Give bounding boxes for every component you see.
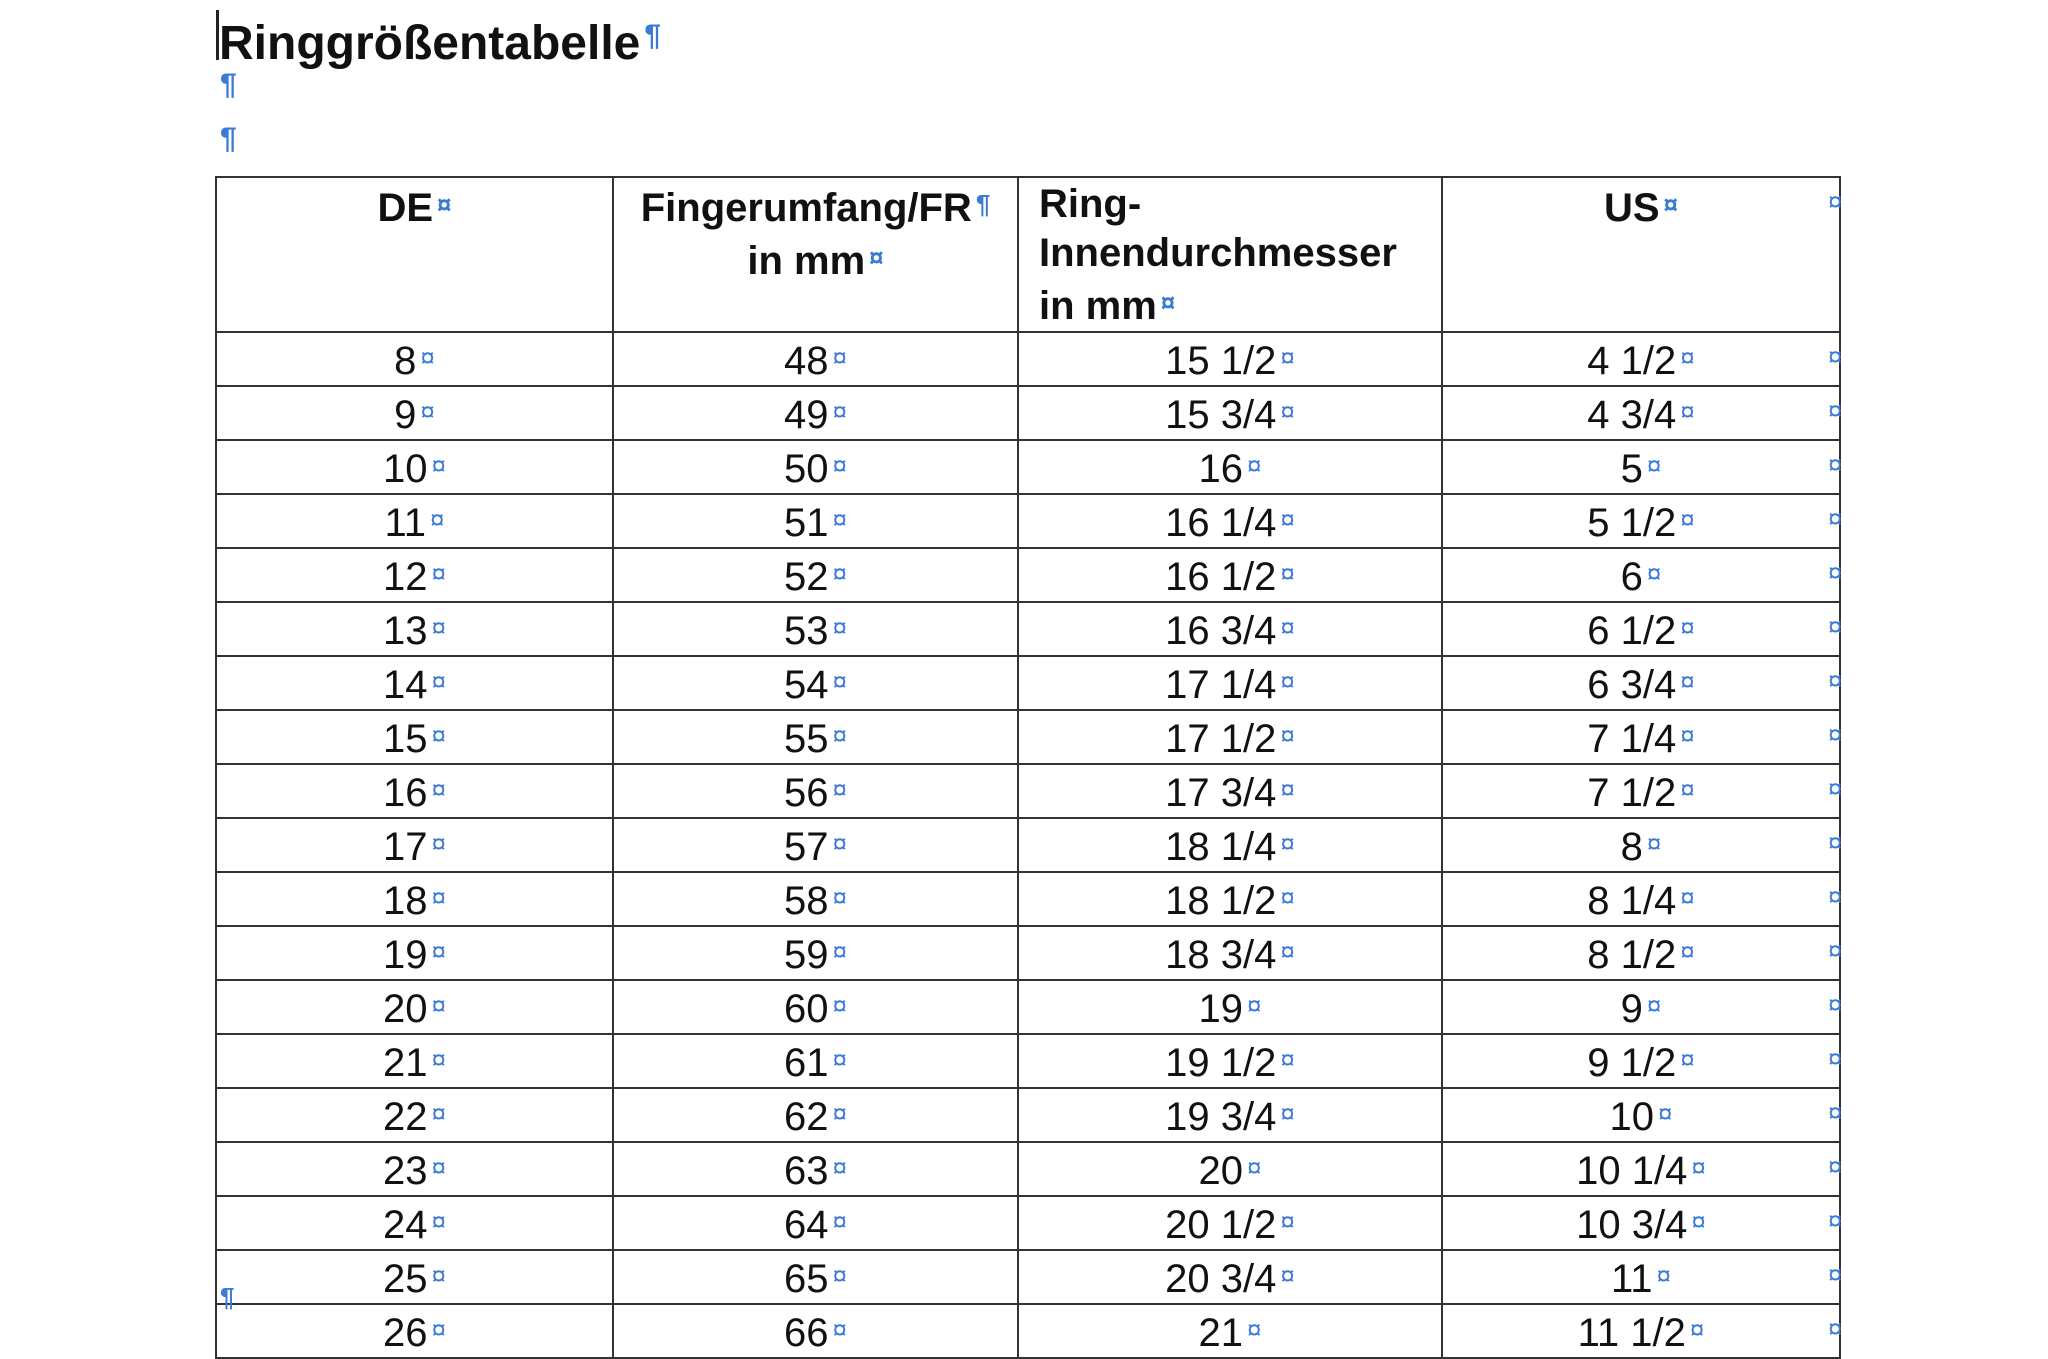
cell-end-mark-icon: ¤ bbox=[1247, 990, 1262, 1020]
cell-value-fr: 64 bbox=[784, 1203, 829, 1247]
table-cell-fr[interactable] bbox=[613, 1250, 1018, 1304]
cell-end-mark-icon: ¤ bbox=[431, 1098, 446, 1128]
cell-value-fr: 49 bbox=[784, 393, 829, 437]
table-row bbox=[216, 386, 1840, 440]
table-cell-de[interactable] bbox=[216, 1034, 613, 1088]
table-cell-us[interactable] bbox=[1442, 494, 1843, 548]
cell-value-inner: 17 1/4 bbox=[1165, 663, 1277, 707]
cell-end-mark-icon: ¤ bbox=[832, 1206, 847, 1236]
row-end-mark-icon: ¤ bbox=[1828, 989, 1843, 1019]
row-end-mark-icon: ¤ bbox=[1828, 719, 1843, 749]
row-end-mark-icon: ¤ bbox=[1828, 1259, 1843, 1289]
paragraph-mark-icon: ¶ bbox=[644, 19, 662, 52]
cell-end-mark-icon: ¤ bbox=[1680, 342, 1695, 372]
cell-end-mark-icon: ¤ bbox=[1280, 1044, 1295, 1074]
cell-value-us: 10 3/4 bbox=[1576, 1203, 1688, 1247]
cell-value-fr: 63 bbox=[784, 1149, 829, 1193]
cell-end-mark-icon: ¤ bbox=[1691, 1206, 1706, 1236]
cell-end-mark-icon: ¤ bbox=[431, 828, 446, 858]
table-cell-us[interactable] bbox=[1442, 656, 1843, 710]
table-row bbox=[216, 764, 1840, 818]
table-cell-de[interactable] bbox=[216, 1304, 613, 1358]
table-row bbox=[216, 872, 1840, 926]
cell-value-de: 22 bbox=[383, 1095, 428, 1139]
table-cell-us[interactable] bbox=[1442, 872, 1843, 926]
table-cell-inner[interactable] bbox=[1018, 1196, 1442, 1250]
cell-value-us: 7 1/2 bbox=[1587, 771, 1677, 815]
title-text: Ringgrößentabelle bbox=[219, 17, 641, 70]
cell-end-mark-icon: ¤ bbox=[1680, 882, 1695, 912]
cell-value-de: 24 bbox=[383, 1203, 428, 1247]
header-cell-de[interactable] bbox=[216, 177, 613, 332]
paragraph-mark-icon[interactable]: ¶ bbox=[220, 122, 237, 155]
table-cell-inner[interactable] bbox=[1018, 656, 1442, 710]
cell-value-inner: 20 3/4 bbox=[1165, 1257, 1277, 1301]
table-header-row bbox=[216, 177, 1840, 332]
cell-end-mark-icon: ¤ bbox=[832, 774, 847, 804]
cell-value-de: 15 bbox=[383, 717, 428, 761]
row-end-mark-icon: ¤ bbox=[1828, 341, 1843, 371]
cell-end-mark-icon: ¤ bbox=[1680, 666, 1695, 696]
header-cell-inner-diameter[interactable] bbox=[1018, 177, 1442, 332]
cell-value-fr: 65 bbox=[784, 1257, 829, 1301]
cell-end-mark-icon: ¤ bbox=[431, 666, 446, 696]
row-end-mark-icon: ¤ bbox=[1828, 186, 1843, 216]
cell-end-mark-icon: ¤ bbox=[430, 504, 445, 534]
cell-value-inner: 17 1/2 bbox=[1165, 717, 1277, 761]
cell-end-mark-icon: ¤ bbox=[832, 1260, 847, 1290]
cell-value-inner: 16 1/4 bbox=[1165, 501, 1277, 545]
table-cell-inner[interactable] bbox=[1018, 764, 1442, 818]
cell-value-de: 18 bbox=[383, 879, 428, 923]
cell-end-mark-icon: ¤ bbox=[869, 242, 884, 272]
cell-value-de: 14 bbox=[383, 663, 428, 707]
header-inner-label-line3: in mm bbox=[1039, 284, 1157, 328]
table-cell-de[interactable] bbox=[216, 332, 613, 386]
cell-value-inner: 20 1/2 bbox=[1165, 1203, 1277, 1247]
header-cell-us[interactable] bbox=[1442, 177, 1843, 332]
cell-end-mark-icon: ¤ bbox=[1691, 1152, 1706, 1182]
paragraph-mark-icon: ¶ bbox=[975, 189, 991, 219]
cell-end-mark-icon: ¤ bbox=[1280, 342, 1295, 372]
cell-value-us: 6 bbox=[1620, 555, 1643, 599]
cell-value-us: 4 1/2 bbox=[1587, 339, 1677, 383]
cell-value-fr: 51 bbox=[784, 501, 829, 545]
cell-end-mark-icon: ¤ bbox=[1280, 882, 1295, 912]
table-cell-fr[interactable] bbox=[613, 818, 1018, 872]
cell-value-de: 26 bbox=[383, 1311, 428, 1355]
table-cell-fr[interactable] bbox=[613, 440, 1018, 494]
table-cell-de[interactable] bbox=[216, 1142, 613, 1196]
cell-end-mark-icon: ¤ bbox=[832, 558, 847, 588]
cell-end-mark-icon: ¤ bbox=[1280, 396, 1295, 426]
table-cell-inner[interactable] bbox=[1018, 332, 1442, 386]
table-row bbox=[216, 602, 1840, 656]
cell-value-fr: 56 bbox=[784, 771, 829, 815]
table-cell-us[interactable] bbox=[1442, 818, 1843, 872]
table-cell-de[interactable] bbox=[216, 1196, 613, 1250]
cell-value-de: 19 bbox=[383, 933, 428, 977]
row-end-mark-icon: ¤ bbox=[1828, 1043, 1843, 1073]
cell-end-mark-icon: ¤ bbox=[1680, 612, 1695, 642]
cell-value-fr: 50 bbox=[784, 447, 829, 491]
cell-end-mark-icon: ¤ bbox=[1280, 1260, 1295, 1290]
cell-end-mark-icon: ¤ bbox=[1646, 558, 1662, 588]
cell-end-mark-icon: ¤ bbox=[1280, 666, 1295, 696]
table-cell-de[interactable] bbox=[216, 710, 613, 764]
cell-value-fr: 54 bbox=[784, 663, 829, 707]
paragraph-mark-icon[interactable]: ¶ bbox=[220, 1282, 235, 1312]
cell-value-us: 11 1/2 bbox=[1577, 1311, 1686, 1355]
table-row bbox=[216, 1034, 1840, 1088]
table-cell-de[interactable] bbox=[216, 926, 613, 980]
cell-end-mark-icon: ¤ bbox=[431, 1206, 446, 1236]
cell-value-fr: 58 bbox=[784, 879, 829, 923]
cell-end-mark-icon: ¤ bbox=[431, 450, 446, 480]
table-cell-fr[interactable] bbox=[613, 1034, 1018, 1088]
cell-value-us: 10 1/4 bbox=[1576, 1149, 1688, 1193]
cell-value-inner: 17 3/4 bbox=[1165, 771, 1277, 815]
cell-value-inner: 20 bbox=[1198, 1149, 1244, 1193]
table-cell-de[interactable] bbox=[216, 386, 613, 440]
table-cell-inner[interactable] bbox=[1018, 818, 1442, 872]
cell-end-mark-icon: ¤ bbox=[1280, 1098, 1295, 1128]
cell-end-mark-icon: ¤ bbox=[832, 666, 847, 696]
table-cell-fr[interactable] bbox=[613, 494, 1018, 548]
header-fr-label-line2: in mm bbox=[747, 239, 866, 283]
table-row bbox=[216, 710, 1840, 764]
table-row bbox=[216, 818, 1840, 872]
table-cell-fr[interactable] bbox=[613, 548, 1018, 602]
cell-end-mark-icon: ¤ bbox=[437, 189, 452, 219]
cell-value-inner: 21 bbox=[1198, 1311, 1244, 1355]
table-cell-fr[interactable] bbox=[613, 1088, 1018, 1142]
cell-end-mark-icon: ¤ bbox=[1689, 1314, 1705, 1344]
cell-value-fr: 52 bbox=[784, 555, 829, 599]
table-cell-us[interactable] bbox=[1442, 1304, 1843, 1358]
cell-end-mark-icon: ¤ bbox=[1646, 990, 1662, 1020]
table-cell-us[interactable] bbox=[1442, 1034, 1843, 1088]
table-cell-de[interactable] bbox=[216, 980, 613, 1034]
table-cell-us[interactable] bbox=[1442, 764, 1843, 818]
table-cell-de[interactable] bbox=[216, 494, 613, 548]
cell-end-mark-icon: ¤ bbox=[1680, 936, 1695, 966]
table-cell-fr[interactable] bbox=[613, 386, 1018, 440]
cell-end-mark-icon: ¤ bbox=[1280, 558, 1295, 588]
cell-value-inner: 18 3/4 bbox=[1165, 933, 1277, 977]
cell-value-inner: 16 bbox=[1198, 447, 1244, 491]
cell-end-mark-icon: ¤ bbox=[1160, 287, 1176, 317]
table-cell-inner[interactable] bbox=[1018, 872, 1442, 926]
cell-end-mark-icon: ¤ bbox=[1280, 720, 1295, 750]
cell-end-mark-icon: ¤ bbox=[420, 396, 435, 426]
cell-end-mark-icon: ¤ bbox=[431, 1044, 446, 1074]
cell-end-mark-icon: ¤ bbox=[832, 1152, 847, 1182]
table-cell-de[interactable] bbox=[216, 1250, 613, 1304]
row-end-mark-icon: ¤ bbox=[1828, 827, 1843, 857]
cell-end-mark-icon: ¤ bbox=[1280, 828, 1295, 858]
table-cell-inner[interactable] bbox=[1018, 1034, 1442, 1088]
table-cell-inner[interactable] bbox=[1018, 1304, 1442, 1358]
cell-end-mark-icon: ¤ bbox=[1247, 450, 1262, 480]
table-cell-us[interactable] bbox=[1442, 1250, 1843, 1304]
cell-end-mark-icon: ¤ bbox=[1663, 189, 1679, 219]
cell-value-inner: 18 1/4 bbox=[1165, 825, 1277, 869]
cell-end-mark-icon: ¤ bbox=[832, 396, 847, 426]
cell-value-us: 8 1/4 bbox=[1587, 879, 1677, 923]
cell-value-fr: 60 bbox=[784, 987, 829, 1031]
header-de-label: DE bbox=[377, 186, 434, 230]
cell-value-us: 9 1/2 bbox=[1587, 1041, 1677, 1085]
cell-value-inner: 15 3/4 bbox=[1165, 393, 1277, 437]
cell-value-us: 7 1/4 bbox=[1587, 717, 1677, 761]
table-cell-us[interactable] bbox=[1442, 602, 1843, 656]
cell-value-de: 16 bbox=[383, 771, 428, 815]
table-cell-fr[interactable] bbox=[613, 602, 1018, 656]
table-row bbox=[216, 548, 1840, 602]
cell-value-fr: 66 bbox=[784, 1311, 829, 1355]
cell-value-fr: 61 bbox=[784, 1041, 829, 1085]
header-inner-label-line1: Ring- bbox=[1039, 182, 1142, 226]
table-cell-us[interactable] bbox=[1442, 548, 1843, 602]
cell-value-fr: 53 bbox=[784, 609, 829, 653]
cell-value-de: 23 bbox=[383, 1149, 428, 1193]
table-cell-fr[interactable] bbox=[613, 1196, 1018, 1250]
row-end-mark-icon: ¤ bbox=[1828, 1205, 1843, 1235]
cell-end-mark-icon: ¤ bbox=[832, 1314, 847, 1344]
cell-value-de: 17 bbox=[383, 825, 428, 869]
table-cell-de[interactable] bbox=[216, 872, 613, 926]
cell-value-us: 9 bbox=[1620, 987, 1643, 1031]
table-row bbox=[216, 1088, 1840, 1142]
cell-end-mark-icon: ¤ bbox=[832, 504, 847, 534]
cell-end-mark-icon: ¤ bbox=[431, 990, 446, 1020]
table-cell-fr[interactable] bbox=[613, 980, 1018, 1034]
cell-end-mark-icon: ¤ bbox=[832, 450, 847, 480]
cell-end-mark-icon: ¤ bbox=[431, 1152, 446, 1182]
cell-end-mark-icon: ¤ bbox=[832, 990, 847, 1020]
cell-end-mark-icon: ¤ bbox=[1280, 504, 1295, 534]
cell-value-de: 13 bbox=[383, 609, 428, 653]
cell-end-mark-icon: ¤ bbox=[1680, 774, 1695, 804]
row-end-mark-icon: ¤ bbox=[1828, 1151, 1843, 1181]
cell-end-mark-icon: ¤ bbox=[832, 882, 847, 912]
table-cell-fr[interactable] bbox=[613, 926, 1018, 980]
row-end-mark-icon: ¤ bbox=[1828, 611, 1843, 641]
cell-value-us: 5 bbox=[1620, 447, 1643, 491]
table-cell-fr[interactable] bbox=[613, 764, 1018, 818]
table-cell-de[interactable] bbox=[216, 764, 613, 818]
row-end-mark-icon: ¤ bbox=[1828, 773, 1843, 803]
table-cell-de[interactable] bbox=[216, 656, 613, 710]
table-cell-inner[interactable] bbox=[1018, 494, 1442, 548]
table-row bbox=[216, 980, 1840, 1034]
table-cell-de[interactable] bbox=[216, 440, 613, 494]
cell-value-inner: 16 3/4 bbox=[1165, 609, 1277, 653]
cell-value-de: 9 bbox=[394, 393, 417, 437]
cell-value-inner: 19 bbox=[1198, 987, 1244, 1031]
cell-value-inner: 16 1/2 bbox=[1165, 555, 1277, 599]
cell-end-mark-icon: ¤ bbox=[431, 720, 446, 750]
cell-value-inner: 15 1/2 bbox=[1165, 339, 1277, 383]
cell-end-mark-icon: ¤ bbox=[431, 558, 446, 588]
table-cell-inner[interactable] bbox=[1018, 1088, 1442, 1142]
table-cell-fr[interactable] bbox=[613, 872, 1018, 926]
table-cell-inner[interactable] bbox=[1018, 710, 1442, 764]
table-cell-us[interactable] bbox=[1442, 332, 1843, 386]
cell-end-mark-icon: ¤ bbox=[1680, 1044, 1695, 1074]
cell-end-mark-icon: ¤ bbox=[1658, 1098, 1673, 1128]
row-end-mark-icon: ¤ bbox=[1828, 503, 1843, 533]
cell-value-fr: 59 bbox=[784, 933, 829, 977]
cell-value-us: 11 bbox=[1611, 1257, 1653, 1301]
cell-end-mark-icon: ¤ bbox=[420, 342, 435, 372]
row-end-mark-icon: ¤ bbox=[1828, 1097, 1843, 1127]
row-end-mark-icon: ¤ bbox=[1828, 935, 1843, 965]
row-end-mark-icon: ¤ bbox=[1828, 557, 1843, 587]
table-row bbox=[216, 926, 1840, 980]
table-cell-inner[interactable] bbox=[1018, 1142, 1442, 1196]
paragraph-mark-icon[interactable]: ¶ bbox=[220, 68, 237, 101]
table-cell-inner[interactable] bbox=[1018, 1250, 1442, 1304]
header-us-label: US bbox=[1603, 186, 1660, 230]
table-cell-fr[interactable] bbox=[613, 1304, 1018, 1358]
cell-value-us: 8 bbox=[1620, 825, 1643, 869]
cell-value-inner: 19 1/2 bbox=[1165, 1041, 1277, 1085]
row-end-mark-icon: ¤ bbox=[1828, 1313, 1843, 1343]
table-row bbox=[216, 1250, 1840, 1304]
cell-end-mark-icon: ¤ bbox=[431, 882, 446, 912]
row-end-mark-icon: ¤ bbox=[1828, 449, 1843, 479]
cell-end-mark-icon: ¤ bbox=[1280, 612, 1295, 642]
header-cell-fr[interactable] bbox=[613, 177, 1018, 332]
cell-value-de: 12 bbox=[383, 555, 428, 599]
cell-end-mark-icon: ¤ bbox=[832, 342, 847, 372]
row-end-mark-icon: ¤ bbox=[1828, 665, 1843, 695]
cell-value-de: 25 bbox=[383, 1257, 428, 1301]
cell-end-mark-icon: ¤ bbox=[1656, 1260, 1671, 1290]
table-cell-inner[interactable] bbox=[1018, 926, 1442, 980]
table-cell-inner[interactable] bbox=[1018, 980, 1442, 1034]
table-cell-fr[interactable] bbox=[613, 656, 1018, 710]
cell-value-fr: 57 bbox=[784, 825, 829, 869]
table-cell-fr[interactable] bbox=[613, 332, 1018, 386]
table-cell-us[interactable] bbox=[1442, 440, 1843, 494]
table-row bbox=[216, 1196, 1840, 1250]
table-cell-de[interactable] bbox=[216, 818, 613, 872]
cell-end-mark-icon: ¤ bbox=[1680, 720, 1695, 750]
table-cell-inner[interactable] bbox=[1018, 602, 1442, 656]
table-row bbox=[216, 332, 1840, 386]
table-cell-fr[interactable] bbox=[613, 1142, 1018, 1196]
cell-value-us: 6 1/2 bbox=[1587, 609, 1677, 653]
table-cell-us[interactable] bbox=[1442, 1196, 1843, 1250]
cell-end-mark-icon: ¤ bbox=[1680, 504, 1695, 534]
cell-value-inner: 19 3/4 bbox=[1165, 1095, 1277, 1139]
cell-end-mark-icon: ¤ bbox=[832, 936, 847, 966]
cell-end-mark-icon: ¤ bbox=[1646, 450, 1662, 480]
row-end-mark-icon: ¤ bbox=[1828, 881, 1843, 911]
table-cell-us[interactable] bbox=[1442, 926, 1843, 980]
ring-size-table bbox=[215, 176, 1841, 1359]
table-cell-inner[interactable] bbox=[1018, 386, 1442, 440]
page-title[interactable] bbox=[219, 6, 661, 74]
table-cell-us[interactable] bbox=[1442, 1088, 1843, 1142]
table-cell-de[interactable] bbox=[216, 548, 613, 602]
cell-end-mark-icon: ¤ bbox=[1680, 396, 1695, 426]
table-cell-inner[interactable] bbox=[1018, 548, 1442, 602]
header-fr-label-line1: Fingerumfang/FR bbox=[640, 186, 972, 230]
cell-end-mark-icon: ¤ bbox=[832, 828, 847, 858]
cell-value-fr: 48 bbox=[784, 339, 829, 383]
cell-end-mark-icon: ¤ bbox=[1247, 1314, 1262, 1344]
cell-end-mark-icon: ¤ bbox=[431, 612, 446, 642]
table-row bbox=[216, 494, 1840, 548]
table-cell-us[interactable] bbox=[1442, 980, 1843, 1034]
cell-value-fr: 62 bbox=[784, 1095, 829, 1139]
cell-value-us: 4 3/4 bbox=[1587, 393, 1677, 437]
cell-end-mark-icon: ¤ bbox=[832, 720, 847, 750]
table-row bbox=[216, 1142, 1840, 1196]
cell-value-de: 8 bbox=[394, 339, 417, 383]
row-end-mark-icon: ¤ bbox=[1828, 395, 1843, 425]
row-end-marks bbox=[1828, 0, 1858, 1343]
cell-value-de: 11 bbox=[384, 501, 427, 545]
cell-value-inner: 18 1/2 bbox=[1165, 879, 1277, 923]
cell-value-de: 21 bbox=[383, 1041, 428, 1085]
cell-end-mark-icon: ¤ bbox=[1646, 828, 1662, 858]
cell-value-us: 10 bbox=[1609, 1095, 1655, 1139]
table-cell-de[interactable] bbox=[216, 1088, 613, 1142]
cell-end-mark-icon: ¤ bbox=[1280, 936, 1295, 966]
cell-value-us: 5 1/2 bbox=[1587, 501, 1677, 545]
cell-end-mark-icon: ¤ bbox=[832, 1098, 847, 1128]
cell-end-mark-icon: ¤ bbox=[431, 774, 446, 804]
table-cell-fr[interactable] bbox=[613, 710, 1018, 764]
cell-value-de: 20 bbox=[383, 987, 428, 1031]
cell-end-mark-icon: ¤ bbox=[431, 1260, 446, 1290]
table-row bbox=[216, 1304, 1840, 1358]
table-cell-inner[interactable] bbox=[1018, 440, 1442, 494]
table-cell-us[interactable] bbox=[1442, 710, 1843, 764]
table-row bbox=[216, 440, 1840, 494]
table-cell-us[interactable] bbox=[1442, 1142, 1843, 1196]
cell-end-mark-icon: ¤ bbox=[1280, 1206, 1295, 1236]
table-cell-us[interactable] bbox=[1442, 386, 1843, 440]
table-cell-de[interactable] bbox=[216, 602, 613, 656]
cell-end-mark-icon: ¤ bbox=[431, 1314, 446, 1344]
cell-value-us: 6 3/4 bbox=[1587, 663, 1677, 707]
cell-end-mark-icon: ¤ bbox=[832, 1044, 847, 1074]
cell-end-mark-icon: ¤ bbox=[431, 936, 446, 966]
cell-value-de: 10 bbox=[383, 447, 428, 491]
cell-end-mark-icon: ¤ bbox=[1280, 774, 1295, 804]
cell-value-fr: 55 bbox=[784, 717, 829, 761]
cell-end-mark-icon: ¤ bbox=[1247, 1152, 1262, 1182]
cell-end-mark-icon: ¤ bbox=[832, 612, 847, 642]
header-inner-label-line2: Innendurchmesser bbox=[1039, 231, 1397, 275]
cell-value-us: 8 1/2 bbox=[1587, 933, 1677, 977]
table-row bbox=[216, 656, 1840, 710]
